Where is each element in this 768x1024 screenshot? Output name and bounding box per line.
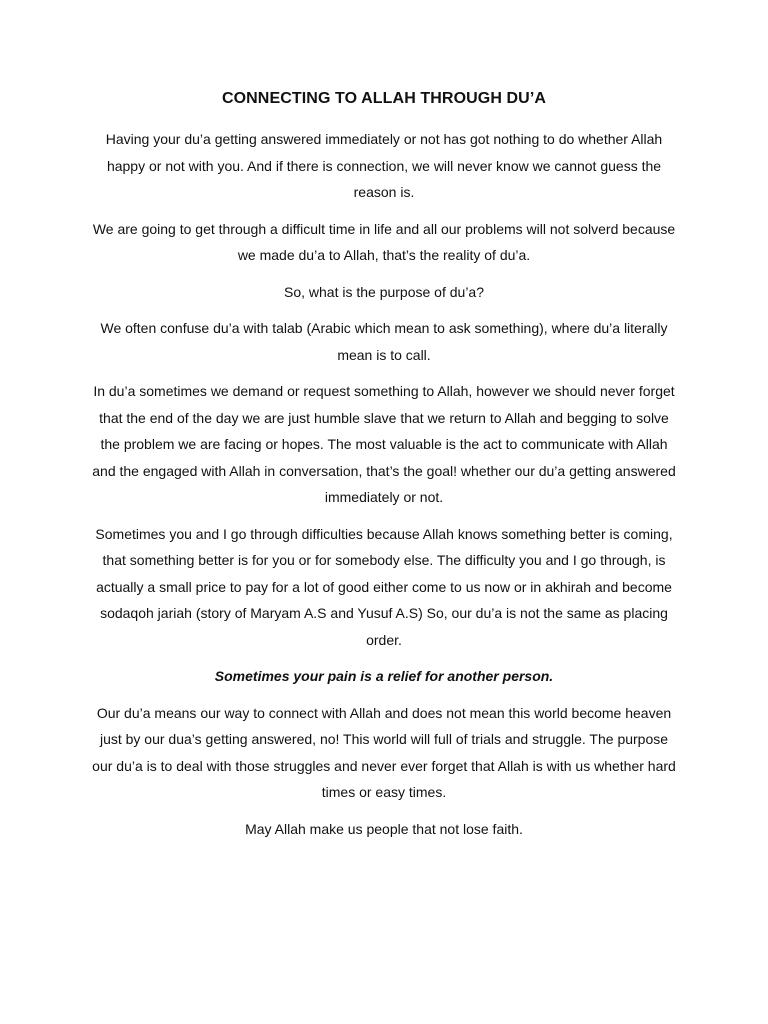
document-title: CONNECTING TO ALLAH THROUGH DU’A bbox=[221, 90, 547, 107]
paragraph-closing-prayer: May Allah make us people that not lose faith. bbox=[245, 820, 523, 837]
paragraph-answered-prayer: Having your du’a getting answered immediately or not has got nothing to do whether Allah happy or not with you. And if there is connection, we will never know we cannot guess the reason is. bbox=[105, 131, 663, 200]
paragraph-emphasis-quote: Sometimes your pain is a relief for another person. bbox=[214, 668, 554, 684]
paragraph-difficult-time: We are going to get through a difficult time in life and all our problems will not solverd because we made du’a to Allah, that’s the reality of du’a. bbox=[92, 220, 676, 263]
paragraph-connect-with-allah: Our du’a means our way to connect with Allah and does not mean this world become heaven just by our dua’s getting answered, no! This world will full of trials and struggle. The purpose our du’a is to deal with those struggles and never ever forget that Allah is with us whether hard times or easy times. bbox=[92, 704, 676, 800]
paragraph-purpose-question: So, what is the purpose of du’a? bbox=[283, 283, 485, 300]
paragraph-talab: We often confuse du’a with talab (Arabic which mean to ask something), where du’a literally mean is to call. bbox=[100, 320, 668, 363]
document-body bbox=[90, 88, 678, 852]
paragraph-humble-slave: In du’a sometimes we demand or request something to Allah, however we should never forget that the end of the day we are just humble slave that we return to Allah and begging to solve the problem we are facing or hopes. The most valuable is the act to communicate with Allah and the engaged with Allah in conversation, that’s the goal! whether our du’a getting answered immediately or not. bbox=[92, 383, 676, 505]
paragraph-difficulties: Sometimes you and I go through difficulties because Allah knows something better is coming, that something better is for you or for somebody else. The difficulty you and I go through, is actually a small price to pay for a lot of good either come to us now or in akhirah and become sodaqoh jariah (story of Maryam A.S and Yusuf A.S) So, our du’a is not the same as placing order. bbox=[95, 525, 673, 648]
